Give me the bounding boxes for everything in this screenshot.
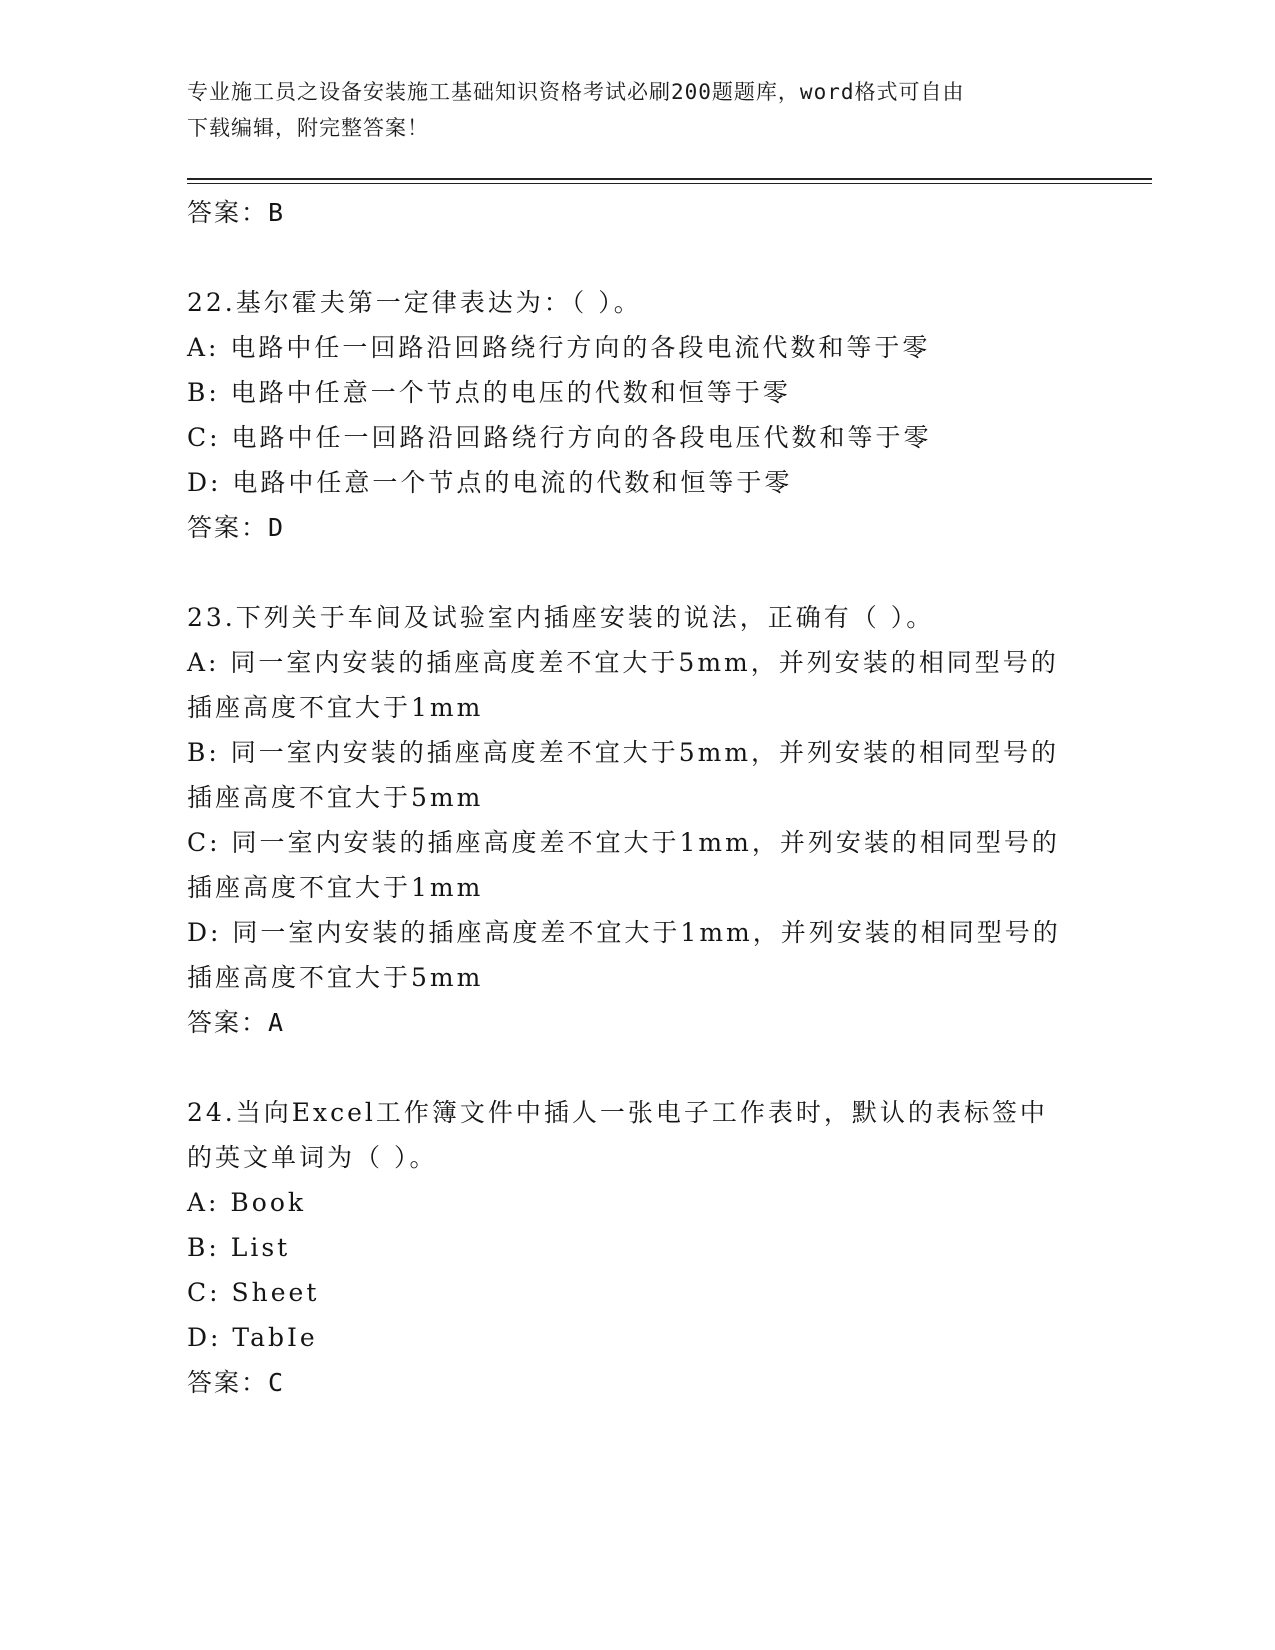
option-c: C: 同一室内安装的插座高度差不宜大于1mm，并列安装的相同型号的	[187, 828, 1060, 857]
question-stem: 23.下列关于车间及试验室内插座安装的说法，正确有（ ）。	[187, 603, 935, 632]
question-24	[187, 1090, 1087, 1405]
answer-line: 答案：D	[187, 513, 286, 542]
option-d: D: 电路中任意一个节点的电流的代数和恒等于零	[187, 468, 793, 497]
question-stem: 22.基尔霍夫第一定律表达为：（ ）。	[187, 288, 642, 317]
option-b-continued: 插座高度不宜大于5mm	[187, 783, 484, 812]
spacer	[187, 1045, 1087, 1090]
option-d-continued: 插座高度不宜大于5mm	[187, 963, 484, 992]
option-a-continued: 插座高度不宜大于1mm	[187, 693, 484, 722]
answer-line: 答案：C	[187, 1368, 286, 1397]
option-b: B: 电路中任意一个节点的电压的代数和恒等于零	[187, 378, 791, 407]
question-22	[187, 280, 1087, 550]
header-divider	[187, 178, 1152, 180]
option-c: C: 电路中任一回路沿回路绕行方向的各段电压代数和等于零	[187, 423, 932, 452]
spacer	[187, 235, 1087, 280]
option-b: B: List	[187, 1233, 291, 1262]
question-23	[187, 595, 1087, 1045]
option-d: D: TabIe	[187, 1323, 318, 1352]
answer-line: 答案：A	[187, 1008, 286, 1037]
spacer	[187, 550, 1087, 595]
option-c-continued: 插座高度不宜大于1mm	[187, 873, 484, 902]
option-b: B: 同一室内安装的插座高度差不宜大于5mm，并列安装的相同型号的	[187, 738, 1060, 767]
option-a: A: 同一室内安装的插座高度差不宜大于5mm，并列安装的相同型号的	[187, 648, 1059, 677]
option-d: D: 同一室内安装的插座高度差不宜大于1mm，并列安装的相同型号的	[187, 918, 1061, 947]
option-c: C: Sheet	[187, 1278, 320, 1307]
option-a: A: Book	[187, 1188, 307, 1217]
document-body	[187, 190, 1087, 1405]
question-stem: 24.当向Excel工作簿文件中插人一张电子工作表时，默认的表标签中	[187, 1098, 1048, 1127]
answer-line: 答案：B	[187, 198, 286, 227]
option-a: A: 电路中任一回路沿回路绕行方向的各段电流代数和等于零	[187, 333, 931, 362]
header-line-1: 专业施工员之设备安装施工基础知识资格考试必刷200题题库，word格式可自由	[187, 80, 965, 104]
question-stem-continued: 的英文单词为（ ）。	[187, 1143, 438, 1172]
document-header	[187, 74, 1087, 146]
header-divider-thin	[187, 183, 1152, 184]
header-line-2: 下载编辑，附完整答案！	[187, 116, 429, 140]
